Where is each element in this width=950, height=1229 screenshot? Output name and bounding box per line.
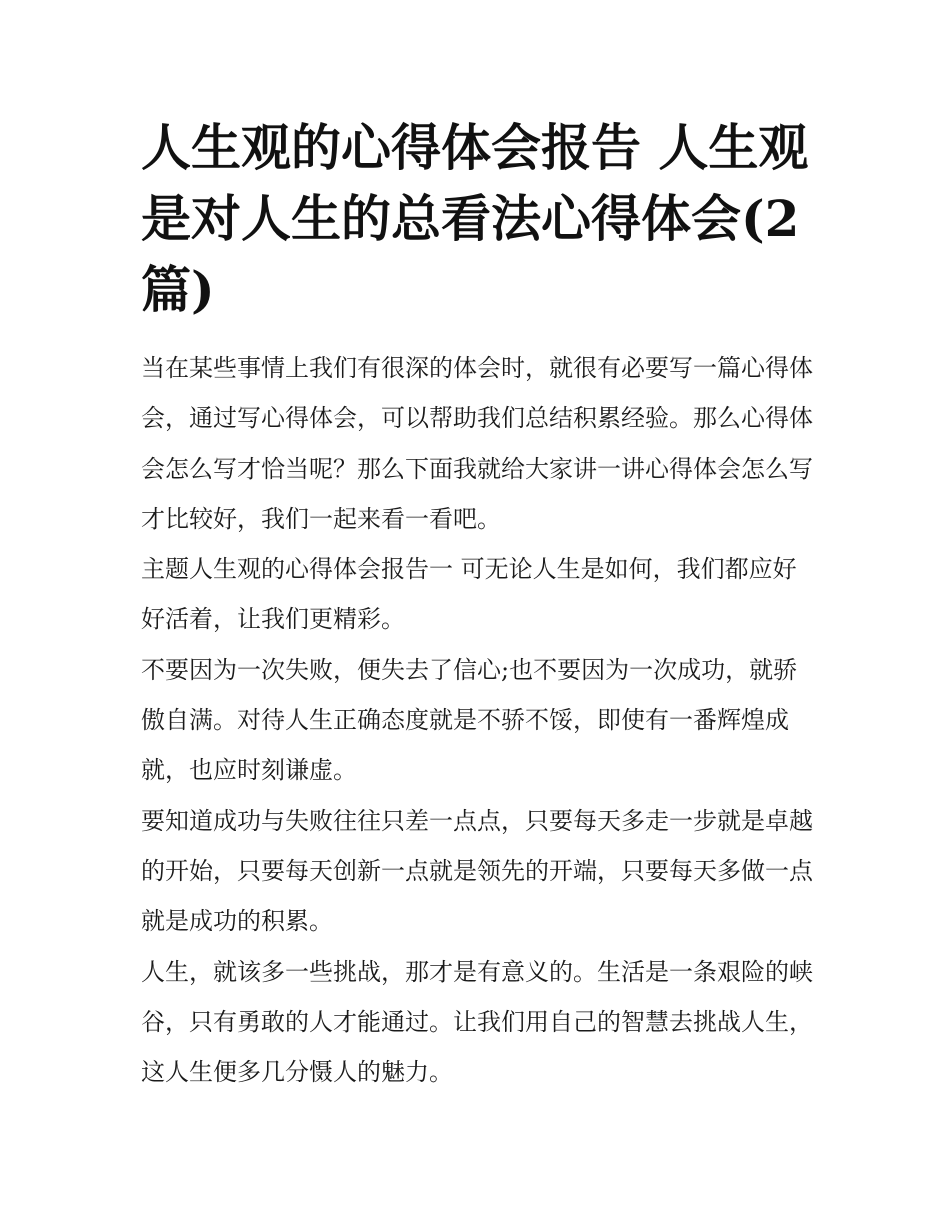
document-content: [141, 112, 813, 1097]
paragraph-challenge: 人生，就该多一些挑战，那才是有意义的。生活是一条艰险的峡谷，只有勇敢的人才能通过。让我们用自己的智慧去挑战人生，这人生便多几分慑人的魅力。: [141, 957, 813, 1087]
paragraph-topic: 主题人生观的心得体会报告一 可无论人生是如何，我们都应好好活着，让我们更精彩。: [141, 555, 797, 634]
paragraph-intro: 当在某些事情上我们有很深的体会时，就很有必要写一篇心得体会，通过写心得体会，可以帮助我们总结积累经验。那么心得体会怎么写才恰当呢？那么下面我就给大家讲一讲心得体会怎么写才比较好，我们一起来看一看吧。: [141, 354, 813, 533]
document-body: [141, 343, 813, 1097]
document-title: 人生观的心得体会报告 人生观是对人生的总看法心得体会(2篇): [141, 118, 809, 319]
paragraph-small-steps: 要知道成功与失败往往只差一点点，只要每天多走一步就是卓越的开始，只要每天创新一点就是领先的开端，只要每天多做一点就是成功的积累。: [141, 806, 813, 936]
paragraph-failure-success: 不要因为一次失败，便失去了信心;也不要因为一次成功，就骄傲自满。对待人生正确态度就是不骄不馁，即使有一番辉煌成就，也应时刻谦虚。: [141, 655, 798, 785]
